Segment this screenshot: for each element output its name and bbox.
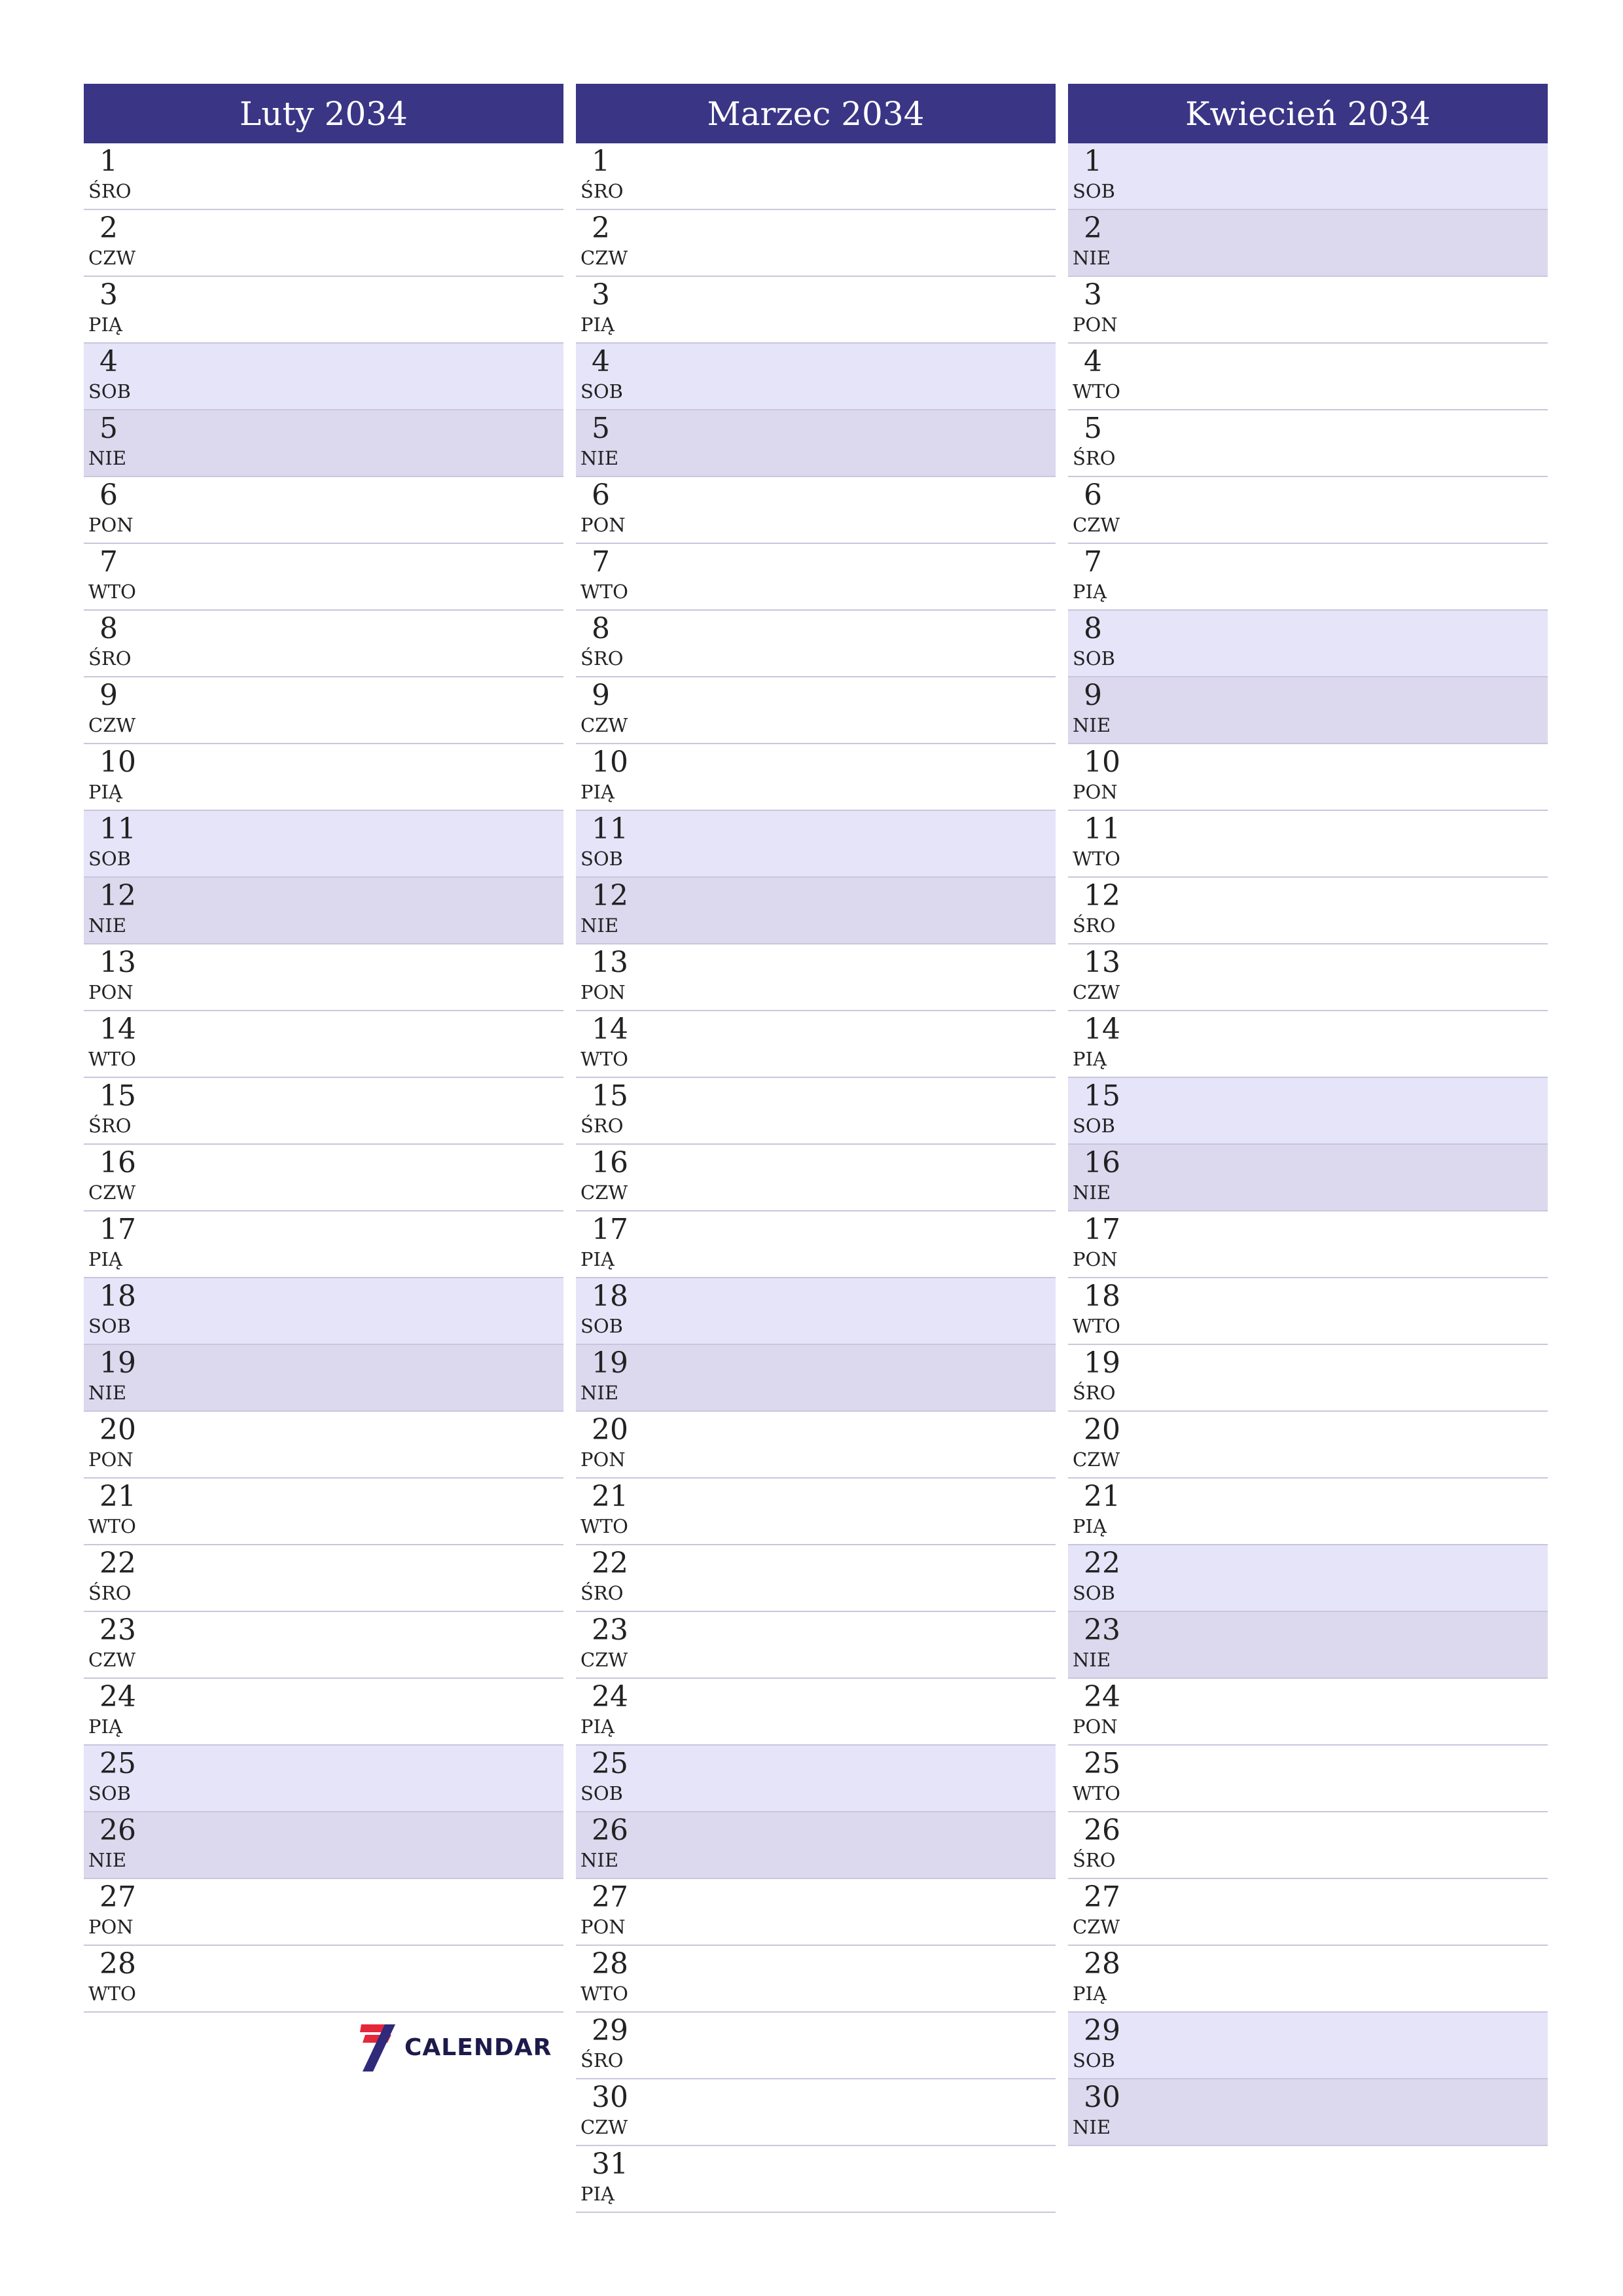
day-number: 27: [592, 1880, 628, 1914]
day-number: 21: [1084, 1480, 1120, 1513]
day-row: [576, 344, 1056, 410]
month-title: Marzec 2034: [576, 84, 1056, 143]
day-weekday-label: WTO: [1073, 380, 1120, 403]
day-weekday-label: NIE: [88, 447, 126, 469]
day-weekday-label: CZW: [1073, 981, 1120, 1003]
day-weekday-label: PIĄ: [88, 1248, 122, 1270]
day-row: [84, 1278, 563, 1345]
day-weekday-label: SOB: [1073, 1582, 1115, 1604]
day-weekday-label: PIĄ: [580, 781, 615, 803]
day-number: 29: [1084, 2014, 1120, 2047]
day-row: [576, 1345, 1056, 1412]
day-number: 9: [1084, 679, 1102, 712]
day-row: [84, 878, 563, 944]
day-row: [84, 544, 563, 611]
day-row: [576, 677, 1056, 744]
day-number: 1: [1084, 145, 1102, 178]
day-row: [84, 1412, 563, 1479]
day-number: 13: [592, 946, 628, 979]
day-weekday-label: PIĄ: [580, 314, 615, 336]
day-number: 16: [592, 1146, 628, 1179]
day-weekday-label: ŚRO: [1073, 447, 1116, 469]
day-weekday-label: SOB: [580, 380, 623, 403]
day-row: [84, 811, 563, 878]
day-row: [84, 277, 563, 344]
day-row: [84, 611, 563, 677]
day-row: [576, 1612, 1056, 1679]
day-row: [576, 1011, 1056, 1078]
day-number: 25: [1084, 1747, 1120, 1780]
day-weekday-label: NIE: [580, 1382, 618, 1404]
day-number: 17: [1084, 1213, 1120, 1246]
day-row: [84, 477, 563, 544]
day-row: [1068, 143, 1548, 210]
day-row: [576, 1879, 1056, 1946]
day-row: [576, 2013, 1056, 2079]
day-row: [1068, 878, 1548, 944]
day-weekday-label: NIE: [1073, 2116, 1111, 2138]
day-number: 29: [592, 2014, 628, 2047]
day-weekday-label: CZW: [88, 1181, 136, 1204]
day-number: 16: [99, 1146, 136, 1179]
day-weekday-label: PON: [1073, 781, 1118, 803]
day-weekday-label: PON: [580, 514, 626, 536]
day-weekday-label: WTO: [88, 1515, 136, 1537]
day-weekday-label: PON: [580, 1916, 626, 1938]
day-number: 15: [1084, 1079, 1120, 1113]
day-number: 23: [1084, 1613, 1120, 1647]
day-row: [84, 1812, 563, 1879]
day-number: 10: [1084, 745, 1120, 779]
day-number: 7: [592, 545, 610, 579]
day-number: 7: [99, 545, 118, 579]
day-row: [1068, 344, 1548, 410]
day-number: 13: [99, 946, 136, 979]
day-weekday-label: PON: [88, 1916, 134, 1938]
day-row: [1068, 811, 1548, 878]
month-column-march: [576, 84, 1056, 2213]
day-weekday-label: PIĄ: [88, 314, 122, 336]
day-number: 1: [592, 145, 610, 178]
day-weekday-label: PON: [580, 1448, 626, 1471]
day-weekday-label: CZW: [580, 1181, 628, 1204]
day-row: [576, 1145, 1056, 1211]
day-row: [84, 1612, 563, 1679]
day-weekday-label: ŚRO: [88, 1582, 132, 1604]
day-row: [84, 143, 563, 210]
day-row: [576, 1078, 1056, 1145]
day-weekday-label: SOB: [580, 1315, 623, 1337]
day-row: [576, 1545, 1056, 1612]
day-row: [1068, 1345, 1548, 1412]
day-weekday-label: SOB: [88, 1782, 131, 1804]
day-weekday-label: PIĄ: [580, 1715, 615, 1738]
day-weekday-label: NIE: [580, 447, 618, 469]
day-weekday-label: NIE: [1073, 714, 1111, 736]
day-number: 30: [1084, 2081, 1120, 2114]
day-number: 3: [99, 278, 118, 312]
day-number: 18: [592, 1280, 628, 1313]
day-weekday-label: CZW: [580, 1649, 628, 1671]
day-weekday-label: PON: [580, 981, 626, 1003]
day-row: [576, 1479, 1056, 1545]
day-row: [84, 1011, 563, 1078]
day-weekday-label: ŚRO: [88, 1115, 132, 1137]
day-row: [576, 744, 1056, 811]
month-title: Kwiecień 2034: [1068, 84, 1548, 143]
day-list: [84, 143, 563, 2013]
day-number: 8: [1084, 612, 1102, 645]
day-number: 14: [592, 1013, 628, 1046]
day-weekday-label: SOB: [1073, 1115, 1115, 1137]
day-weekday-label: ŚRO: [1073, 914, 1116, 937]
day-number: 23: [99, 1613, 136, 1647]
day-row: [1068, 1479, 1548, 1545]
day-number: 4: [592, 345, 610, 378]
day-row: [576, 544, 1056, 611]
day-row: [1068, 677, 1548, 744]
day-number: 22: [99, 1547, 136, 1580]
day-weekday-label: ŚRO: [1073, 1382, 1116, 1404]
day-row: [1068, 1278, 1548, 1345]
day-row: [576, 1679, 1056, 1746]
day-row: [1068, 1946, 1548, 2013]
day-number: 6: [1084, 478, 1102, 512]
day-row: [1068, 1412, 1548, 1479]
day-number: 14: [99, 1013, 136, 1046]
day-row: [84, 1545, 563, 1612]
day-weekday-label: PIĄ: [88, 781, 122, 803]
day-weekday-label: NIE: [1073, 1649, 1111, 1671]
day-weekday-label: SOB: [580, 1782, 623, 1804]
day-row: [576, 611, 1056, 677]
day-row: [1068, 1746, 1548, 1812]
day-number: 21: [99, 1480, 136, 1513]
day-number: 30: [592, 2081, 628, 2114]
day-weekday-label: SOB: [1073, 180, 1115, 202]
day-number: 20: [99, 1413, 136, 1446]
day-weekday-label: CZW: [580, 714, 628, 736]
day-row: [84, 1679, 563, 1746]
day-number: 21: [592, 1480, 628, 1513]
day-weekday-label: PIĄ: [580, 2183, 615, 2205]
day-weekday-label: WTO: [580, 1048, 628, 1070]
day-row: [1068, 744, 1548, 811]
day-row: [84, 210, 563, 277]
day-number: 24: [1084, 1680, 1120, 1713]
day-row: [1068, 1211, 1548, 1278]
month-title: Luty 2034: [84, 84, 563, 143]
day-weekday-label: NIE: [88, 1382, 126, 1404]
day-row: [1068, 1679, 1548, 1746]
day-number: 4: [1084, 345, 1102, 378]
day-weekday-label: ŚRO: [580, 2049, 624, 2072]
day-row: [84, 1746, 563, 1812]
day-number: 24: [592, 1680, 628, 1713]
day-row: [1068, 544, 1548, 611]
day-weekday-label: WTO: [1073, 1782, 1120, 1804]
day-number: 27: [1084, 1880, 1120, 1914]
day-number: 12: [1084, 879, 1120, 912]
day-row: [1068, 410, 1548, 477]
day-row: [1068, 1011, 1548, 1078]
day-row: [576, 811, 1056, 878]
day-number: 11: [99, 812, 136, 846]
day-row: [1068, 1879, 1548, 1946]
day-number: 25: [592, 1747, 628, 1780]
day-number: 24: [99, 1680, 136, 1713]
day-row: [576, 2079, 1056, 2146]
day-row: [1068, 477, 1548, 544]
day-weekday-label: CZW: [580, 2116, 628, 2138]
day-number: 15: [592, 1079, 628, 1113]
day-row: [84, 1345, 563, 1412]
day-number: 12: [592, 879, 628, 912]
month-column-february: [84, 84, 563, 2013]
day-weekday-label: ŚRO: [580, 1582, 624, 1604]
day-number: 9: [592, 679, 610, 712]
day-number: 31: [592, 2147, 628, 2181]
day-number: 1: [99, 145, 118, 178]
day-row: [576, 878, 1056, 944]
day-number: 7: [1084, 545, 1102, 579]
day-number: 28: [592, 1947, 628, 1981]
day-weekday-label: CZW: [1073, 1448, 1120, 1471]
day-number: 6: [592, 478, 610, 512]
day-row: [1068, 1612, 1548, 1679]
day-row: [84, 744, 563, 811]
day-row: [1068, 944, 1548, 1011]
day-list: [576, 143, 1056, 2213]
day-row: [576, 1278, 1056, 1345]
day-number: 2: [1084, 211, 1102, 245]
day-number: 22: [1084, 1547, 1120, 1580]
day-weekday-label: NIE: [1073, 1181, 1111, 1204]
day-weekday-label: WTO: [88, 1048, 136, 1070]
month-column-april: [1068, 84, 1548, 2146]
day-row: [1068, 2079, 1548, 2146]
day-weekday-label: CZW: [1073, 1916, 1120, 1938]
day-list: [1068, 143, 1548, 2146]
day-row: [576, 1812, 1056, 1879]
day-weekday-label: WTO: [580, 1515, 628, 1537]
day-number: 19: [592, 1346, 628, 1380]
day-weekday-label: ŚRO: [580, 647, 624, 670]
day-weekday-label: NIE: [580, 1849, 618, 1871]
day-weekday-label: SOB: [1073, 647, 1115, 670]
day-number: 20: [592, 1413, 628, 1446]
day-number: 26: [99, 1814, 136, 1847]
day-weekday-label: CZW: [88, 1649, 136, 1671]
day-row: [576, 944, 1056, 1011]
day-number: 28: [99, 1947, 136, 1981]
day-row: [84, 1145, 563, 1211]
day-weekday-label: PIĄ: [88, 1715, 122, 1738]
day-number: 8: [592, 612, 610, 645]
day-row: [1068, 1078, 1548, 1145]
day-weekday-label: PON: [88, 981, 134, 1003]
day-row: [1068, 277, 1548, 344]
day-number: 10: [592, 745, 628, 779]
day-number: 15: [99, 1079, 136, 1113]
day-number: 27: [99, 1880, 136, 1914]
day-number: 11: [592, 812, 628, 846]
day-number: 2: [99, 211, 118, 245]
day-row: [576, 1412, 1056, 1479]
day-number: 6: [99, 478, 118, 512]
day-number: 19: [1084, 1346, 1120, 1380]
day-number: 8: [99, 612, 118, 645]
day-weekday-label: CZW: [88, 247, 136, 269]
brand-logo: [359, 2021, 552, 2073]
day-number: 18: [1084, 1280, 1120, 1313]
day-weekday-label: NIE: [1073, 247, 1111, 269]
day-weekday-label: SOB: [88, 1315, 131, 1337]
day-weekday-label: SOB: [88, 380, 131, 403]
day-weekday-label: WTO: [1073, 848, 1120, 870]
day-row: [1068, 2013, 1548, 2079]
day-number: 20: [1084, 1413, 1120, 1446]
day-weekday-label: WTO: [1073, 1315, 1120, 1337]
day-row: [84, 677, 563, 744]
day-number: 14: [1084, 1013, 1120, 1046]
day-number: 3: [592, 278, 610, 312]
day-weekday-label: WTO: [580, 1982, 628, 2005]
day-number: 25: [99, 1747, 136, 1780]
day-row: [576, 1746, 1056, 1812]
day-weekday-label: CZW: [88, 714, 136, 736]
day-row: [84, 1946, 563, 2013]
day-number: 28: [1084, 1947, 1120, 1981]
day-row: [576, 2146, 1056, 2213]
day-weekday-label: PIĄ: [1073, 1982, 1107, 2005]
day-row: [84, 344, 563, 410]
day-weekday-label: WTO: [88, 581, 136, 603]
day-weekday-label: ŚRO: [1073, 1849, 1116, 1871]
day-number: 10: [99, 745, 136, 779]
day-number: 16: [1084, 1146, 1120, 1179]
logo-text: CALENDAR: [404, 2034, 552, 2061]
day-weekday-label: PIĄ: [1073, 581, 1107, 603]
day-weekday-label: PON: [1073, 1715, 1118, 1738]
day-row: [576, 143, 1056, 210]
day-row: [576, 477, 1056, 544]
day-weekday-label: ŚRO: [580, 180, 624, 202]
day-number: 22: [592, 1547, 628, 1580]
day-weekday-label: CZW: [1073, 514, 1120, 536]
day-number: 2: [592, 211, 610, 245]
day-number: 23: [592, 1613, 628, 1647]
day-weekday-label: ŚRO: [88, 180, 132, 202]
day-weekday-label: PON: [1073, 314, 1118, 336]
day-number: 5: [1084, 412, 1102, 445]
day-weekday-label: PON: [1073, 1248, 1118, 1270]
day-row: [1068, 1545, 1548, 1612]
day-weekday-label: PIĄ: [1073, 1048, 1107, 1070]
day-weekday-label: SOB: [88, 848, 131, 870]
day-row: [1068, 611, 1548, 677]
day-weekday-label: PIĄ: [1073, 1515, 1107, 1537]
day-row: [1068, 1812, 1548, 1879]
day-row: [1068, 210, 1548, 277]
day-number: 9: [99, 679, 118, 712]
day-number: 17: [99, 1213, 136, 1246]
day-weekday-label: ŚRO: [88, 647, 132, 670]
day-number: 26: [1084, 1814, 1120, 1847]
day-weekday-label: SOB: [1073, 2049, 1115, 2072]
day-weekday-label: WTO: [88, 1982, 136, 2005]
day-number: 4: [99, 345, 118, 378]
day-number: 13: [1084, 946, 1120, 979]
day-number: 3: [1084, 278, 1102, 312]
day-weekday-label: CZW: [580, 247, 628, 269]
day-weekday-label: PIĄ: [580, 1248, 615, 1270]
day-number: 17: [592, 1213, 628, 1246]
day-number: 11: [1084, 812, 1120, 846]
day-row: [84, 944, 563, 1011]
day-number: 5: [592, 412, 610, 445]
day-row: [576, 410, 1056, 477]
day-number: 5: [99, 412, 118, 445]
day-row: [84, 1078, 563, 1145]
day-weekday-label: NIE: [88, 1849, 126, 1871]
day-number: 26: [592, 1814, 628, 1847]
day-row: [576, 1211, 1056, 1278]
day-row: [84, 1479, 563, 1545]
day-weekday-label: ŚRO: [580, 1115, 624, 1137]
day-row: [84, 1211, 563, 1278]
day-row: [576, 210, 1056, 277]
day-number: 19: [99, 1346, 136, 1380]
day-weekday-label: NIE: [88, 914, 126, 937]
day-weekday-label: WTO: [580, 581, 628, 603]
seven-logo-icon: [359, 2022, 397, 2073]
day-weekday-label: NIE: [580, 914, 618, 937]
day-weekday-label: PON: [88, 514, 134, 536]
day-row: [84, 1879, 563, 1946]
day-row: [576, 277, 1056, 344]
day-row: [576, 1946, 1056, 2013]
day-row: [1068, 1145, 1548, 1211]
day-number: 18: [99, 1280, 136, 1313]
day-row: [84, 410, 563, 477]
day-number: 12: [99, 879, 136, 912]
day-weekday-label: PON: [88, 1448, 134, 1471]
day-weekday-label: SOB: [580, 848, 623, 870]
